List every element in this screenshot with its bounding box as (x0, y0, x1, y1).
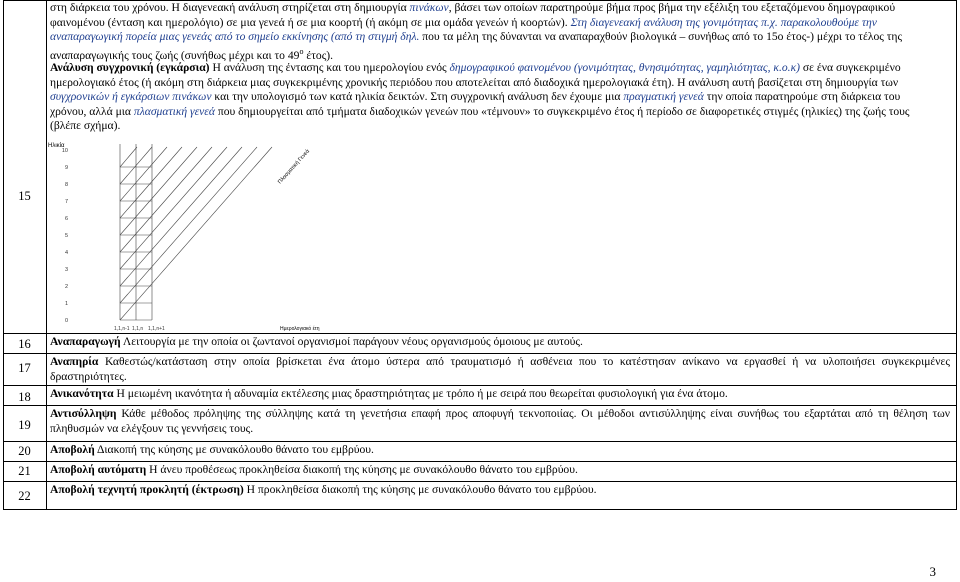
row-divider (4, 441, 956, 442)
y-tick: 3 (64, 267, 68, 273)
lexis-diagram (48, 138, 348, 332)
row-divider (4, 481, 956, 482)
definition-disability: Αναπηρία Καθεστώς/κατάσταση στην οποία βρίσκεται ένα άτομο ύστερα από τραυματισμό ή ασθένεια που το κατέστησαν ανίκανο να εργασθεί ή να υλοποιήσει συγκεκριμένες δραστηριότητες. (50, 355, 950, 383)
row-number: 21 (18, 464, 31, 478)
y-tick: 2 (64, 284, 68, 290)
row-divider (4, 353, 956, 354)
row-number: 16 (18, 337, 31, 351)
definition-incapacity: Ανικανότητα Η μειωμένη ικανότητα ή αδυναμία εκτέλεσης μιας δραστηριότητας με τρόπο ή με σειρά που θεωρείται φυσιολογική για ένα άτομο. (50, 387, 728, 400)
definition-spontaneous-abortion: Αποβολή αυτόματη Η άνευ προθέσεως προκληθείσα διακοπή της κύησης με συνακόλουθο θάνατο του εμβρύου. (50, 463, 578, 476)
y-tick: 10 (61, 148, 68, 154)
definition-contraception: Αντισύλληψη Κάθε μέθοδος πρόληψης της σύλληψης κατά τη γενετήσια επαφή προς αποφυγή τεκνοποιίας. Οι μέθοδοι αντισύλληψης είναι συνήθως του εξαρτάται από τη θέληση των πληθυσμών να ελέγξουν τις γεννήσεις τους. (50, 407, 950, 435)
row-number: 20 (18, 444, 31, 458)
definition-reproduction: Αναπαραγωγή Λειτουργία με την οποία οι ζωντανοί οργανισμοί παράγουν νέους οργανισμούς όμοιους με αυτούς. (50, 335, 583, 348)
fictitious-generation-label: Πλασματική Γενεά (277, 148, 312, 186)
row-divider (4, 385, 956, 386)
y-tick: 8 (64, 182, 68, 188)
row-number: 17 (18, 361, 31, 375)
definition-induced-abortion: Αποβολή τεχνητή προκλητή (έκτρωση) Η προκληθείσα διακοπή της κύησης με συνακόλουθο θάνατο του εμβρύου. (50, 483, 597, 496)
x-tick: 1,1,n+1 (148, 326, 165, 332)
row-divider (4, 333, 956, 334)
y-tick: 4 (64, 250, 68, 256)
row-number: 19 (18, 418, 31, 432)
row-number: 15 (18, 189, 31, 203)
y-tick: 0 (64, 318, 68, 324)
y-tick: 1 (64, 301, 68, 307)
definition-miscarriage: Αποβολή Διακοπή της κύησης με συνακόλουθο θάνατο του εμβρύου. (50, 443, 374, 456)
y-tick: 7 (64, 199, 68, 205)
row-number: 22 (18, 489, 31, 503)
y-tick: 5 (64, 233, 68, 239)
row-divider (4, 405, 956, 406)
x-tick: 1,1,n-1 (114, 326, 130, 332)
x-tick: 1,1,n (132, 326, 144, 332)
definition-text-continued: στη διάρκεια του χρόνου. Η διαγενεακή ανάλυση στηρίζεται στη δημιουργία πινάκων, βάσει των οποίων παρατηρούμε βήμα προς βήμα την εξέλιξη του εξεταζόμενου δημογραφικού φαινομένου (ένταση και ημερολόγιο) σε μια γενεά ή σε μια κοορτή (ή ακόμη σε μια ομάδα γενεών ή κοορτών). Στη διαγενεακή ανάλυση της γονιμότητας π.χ. παρακολουθούμε την αναπαραγωγική πορεία μιας γενεάς από το σημείο εκκίνησης (από τη στιγμή δηλ. που τα μέλη της δύνανται να αναπαραχθούν βιολογικά – συνήθως από το 15ο έτος-) μέχρι το τέλος της αναπαραγωγικής τους ζωής (συνήθως μέχρι και το $49^o$ έτος). (50, 1, 903, 62)
row-number: 18 (18, 390, 31, 404)
y-axis-label: Ηλικία (48, 143, 65, 149)
definition-synchronic-analysis: Ανάλυση συγχρονική (εγκάρσια) Η ανάλυση της έντασης και του ημερολογίου ενός δημογραφικού φαινομένου (γονιμότητας, θνησιμότητας, γαμηλιότητας, κ.ο.κ) σε ένα συγκεκριμένο ημερολογιακό έτος (ή ακόμη στη διάρκεια μιας συγκεκριμένης χρονικής περιόδου που αποτελείται από διαδοχικά ημερολογιακά έτη). Η ανάλυση αυτή βασίζεται στη δημιουργία των συγχρονικών ή εγκάρσιων πινάκων και την υπολογισμό των κατά ηλικία δεικτών. Στη συγχρονική ανάλυση δεν έχουμε μια πραγματική γενεά την οποία παρατηρούμε στη διάρκεια του χρόνου, αλλά μια πλασματική γενεά που δημιουργείται από τμήματα διαδοχικών γενεών που «τέμνουν» το συγκεκριμένο έτος ή περίοδο σε διαφορετικές στιγμές (ηλικίες) της ζωής τους (βλέπε σχήμα). (50, 61, 910, 132)
y-tick: 6 (64, 216, 68, 222)
row-divider (4, 461, 956, 462)
x-axis-label: Ημερολογιακό έτη (280, 326, 320, 332)
y-tick: 9 (64, 165, 68, 171)
page-number: 3 (929, 564, 936, 579)
